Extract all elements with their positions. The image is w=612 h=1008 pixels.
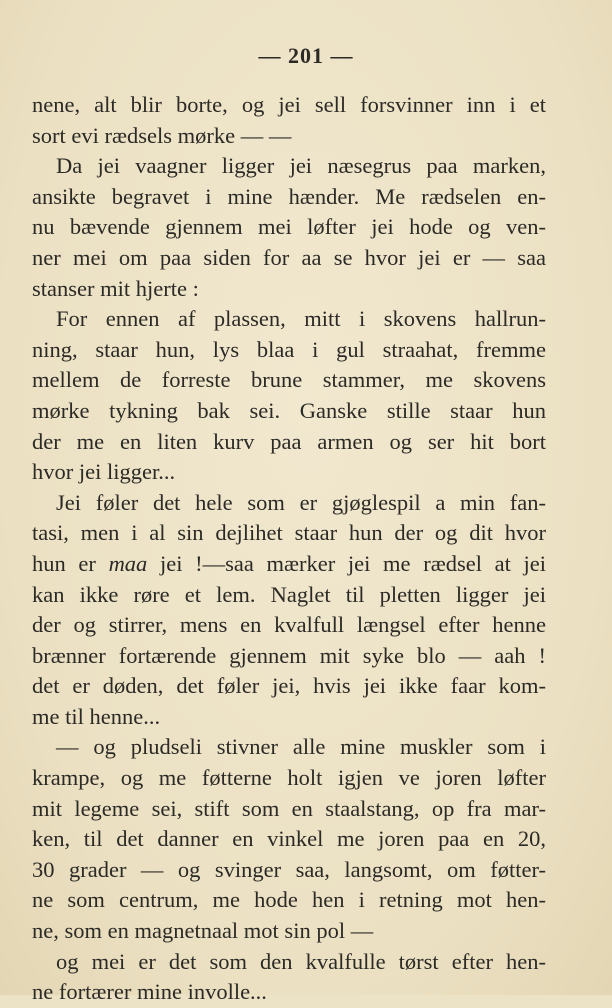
text-line: ning, staar hun, lys blaa i gul straahat, fremme <box>32 336 546 362</box>
emphasis-word: maa <box>108 550 148 576</box>
text-line: brænner fortærende gjennem mit syke blo — aah ! <box>32 642 546 668</box>
text-line: det er døden, det føler jei, hvis jei ikke faar kom- <box>32 673 546 699</box>
text-line: der me en liten kurv paa armen og ser hit bort <box>32 428 546 454</box>
body-text <box>32 90 546 1008</box>
text-line: tasi, men i al sin dejlihet staar hun der og dit hvor <box>32 520 546 546</box>
text-segment: jei !—saa mærker jei me rædsel at jei <box>147 550 547 576</box>
text-line: mørke tykning bak sei. Ganske stille staar hun <box>32 397 546 423</box>
text-line: ansikte begravet i mine hænder. Me rædselen en- <box>32 183 546 209</box>
text-line: ne, som en magnetnaal mot sin pol — <box>32 918 374 944</box>
page-number: — 201 — <box>258 43 354 68</box>
text-line: nu bævende gjennem mei løfter jei hode og ven- <box>32 214 546 240</box>
text-line <box>32 549 546 580</box>
text-line: og mei er det som den kvalfulle tørst efter hen- <box>56 948 546 974</box>
text-line: mellem de forreste brune stammer, me skovens <box>32 367 546 393</box>
text-line: der og stirrer, mens en kvalfull længsel efter henne <box>32 612 546 638</box>
text-line: ner mei om paa siden for aa se hvor jei er — saa <box>32 244 546 270</box>
text-line: — og pludseli stivner alle mine muskler som i <box>56 734 546 760</box>
text-line: Da jei vaagner ligger jei næsegrus paa marken, <box>56 153 546 179</box>
text-line: For ennen af plassen, mitt i skovens hallrun- <box>56 306 546 332</box>
text-line: stanser mit hjerte : <box>32 275 199 301</box>
text-line: mit legeme sei, stift som en staalstang, op fra mar- <box>32 795 546 821</box>
text-line: 30 grader — og svinger saa, langsomt, om føtter- <box>32 856 546 882</box>
text-line: krampe, og me føtterne holt igjen ve joren løfter <box>32 765 546 791</box>
text-line: sort evi rædsels mørke — — <box>32 122 292 148</box>
text-line: hvor jei ligger... <box>32 459 176 485</box>
text-line: kan ikke røre et lem. Naglet til pletten ligger jei <box>32 581 546 607</box>
text-line: me til henne... <box>32 703 161 729</box>
text-line: ne fortærer mine involle... <box>32 979 267 1005</box>
text-line: Jei føler det hele som er gjøglespil a min fan- <box>56 489 546 515</box>
text-segment: hun er <box>32 550 109 576</box>
text-line: ken, til det danner en vinkel me joren paa en 20, <box>32 826 546 852</box>
text-line: nene, alt blir borte, og jei sell forsvinner inn i et <box>32 92 546 117</box>
text-line: ne som centrum, me hode hen i retning mot hen- <box>32 887 546 913</box>
